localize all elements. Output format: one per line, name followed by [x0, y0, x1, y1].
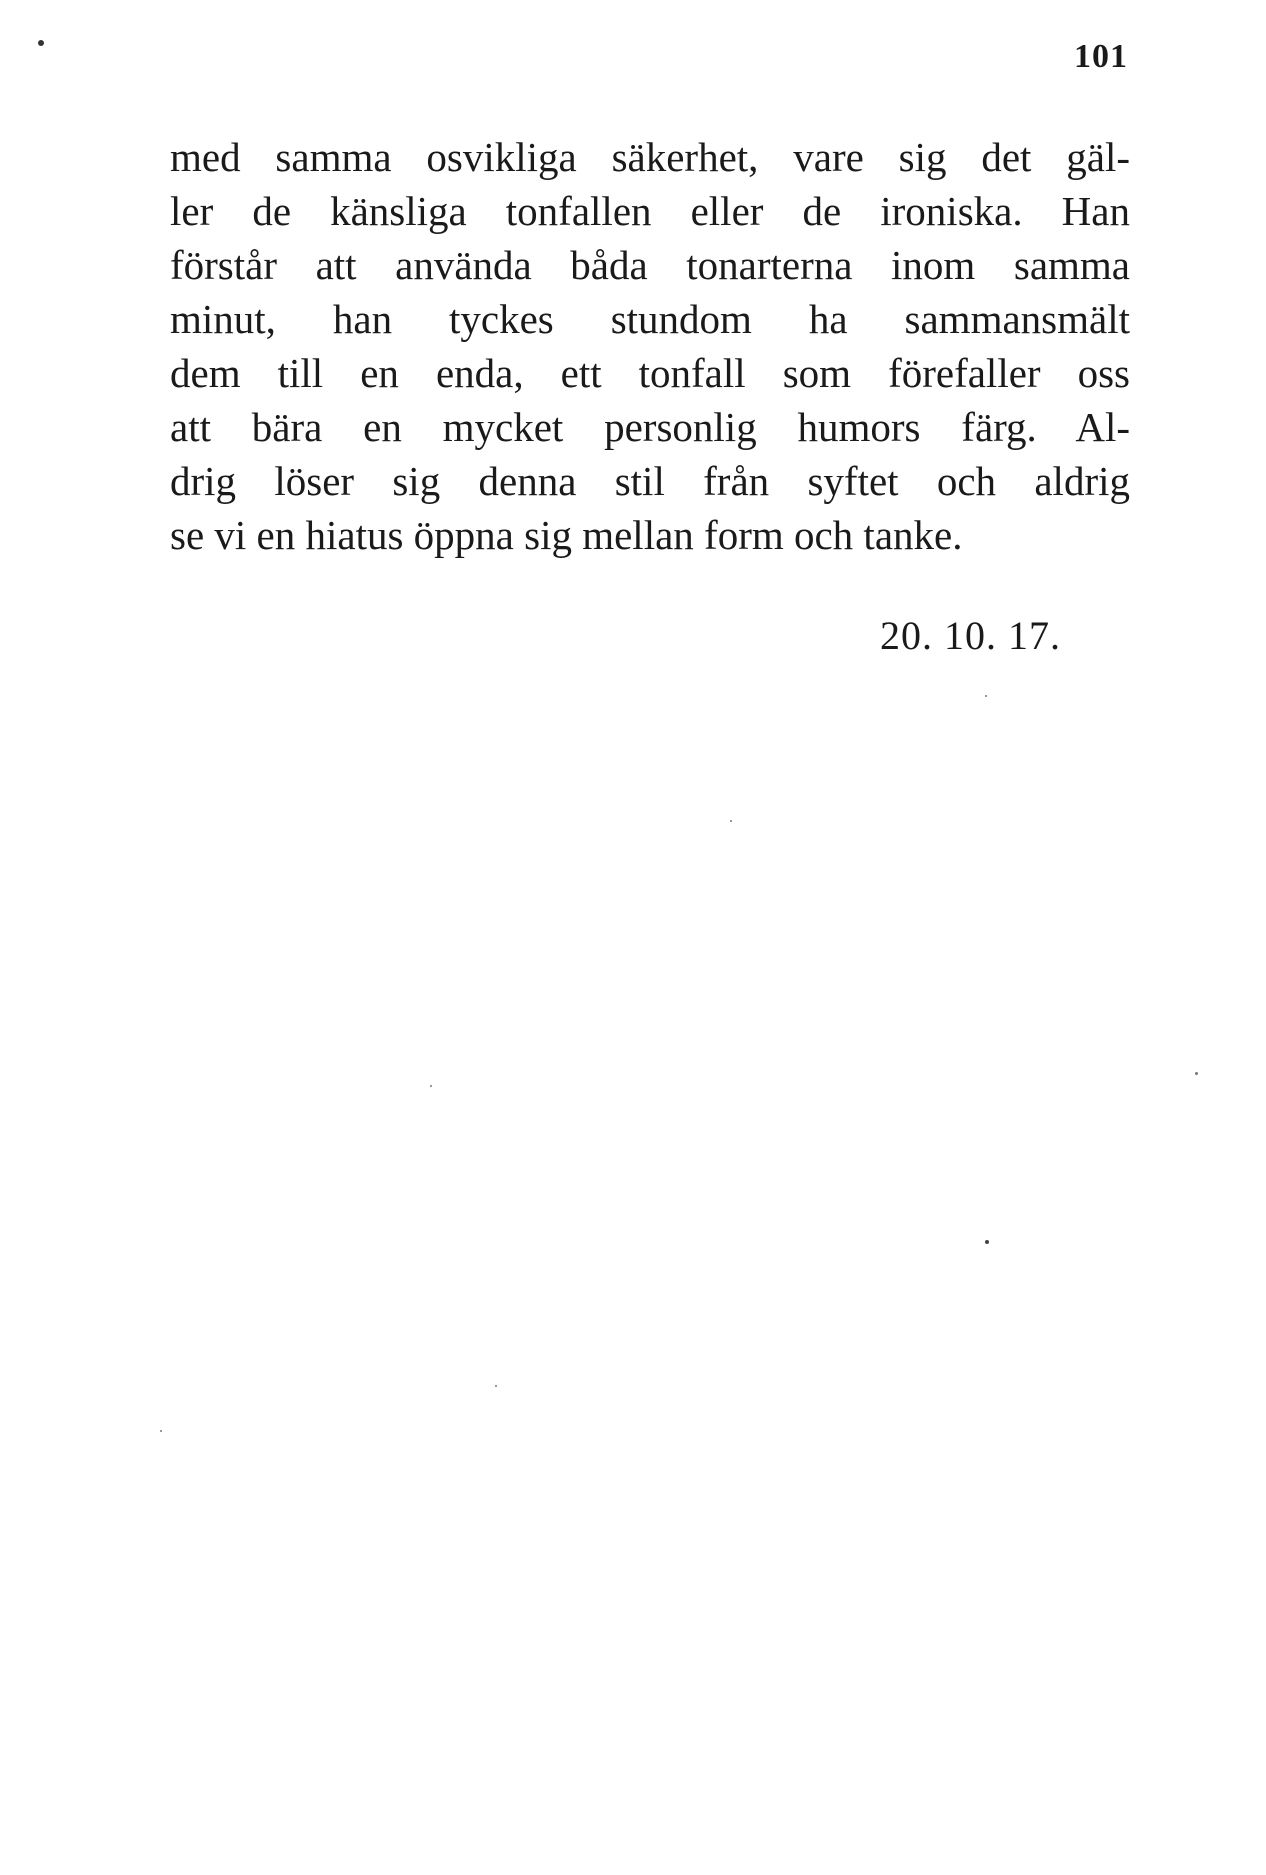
- text-line: drig löser sig denna stil från syftet och aldrig: [170, 458, 1130, 504]
- scan-speck: [160, 1430, 162, 1432]
- scan-speck: [1195, 1072, 1198, 1075]
- scan-speck: [495, 1385, 497, 1387]
- scan-speck: [985, 1240, 989, 1244]
- scan-speck: [38, 40, 44, 46]
- text-line: ler de känsliga tonfallen eller de ironiska. Han: [170, 188, 1130, 234]
- text-line: se vi en hiatus öppna sig mellan form och tanke.: [170, 512, 963, 558]
- text-line: med samma osvikliga säkerhet, vare sig det gäl-: [170, 134, 1130, 180]
- page-number: 101: [1074, 38, 1128, 75]
- text-line: minut, han tyckes stundom ha sammansmält: [170, 296, 1130, 342]
- text-line: förstår att använda båda tonarterna inom samma: [170, 242, 1130, 288]
- date-signature: 20. 10. 17.: [880, 613, 1061, 658]
- scan-speck: [430, 1085, 432, 1087]
- text-line: dem till en enda, ett tonfall som förefaller oss: [170, 350, 1130, 396]
- scan-speck: [985, 695, 987, 697]
- body-paragraph: [170, 130, 1130, 562]
- scan-speck: [730, 820, 732, 822]
- text-line: att bära en mycket personlig humors färg. Al-: [170, 404, 1130, 450]
